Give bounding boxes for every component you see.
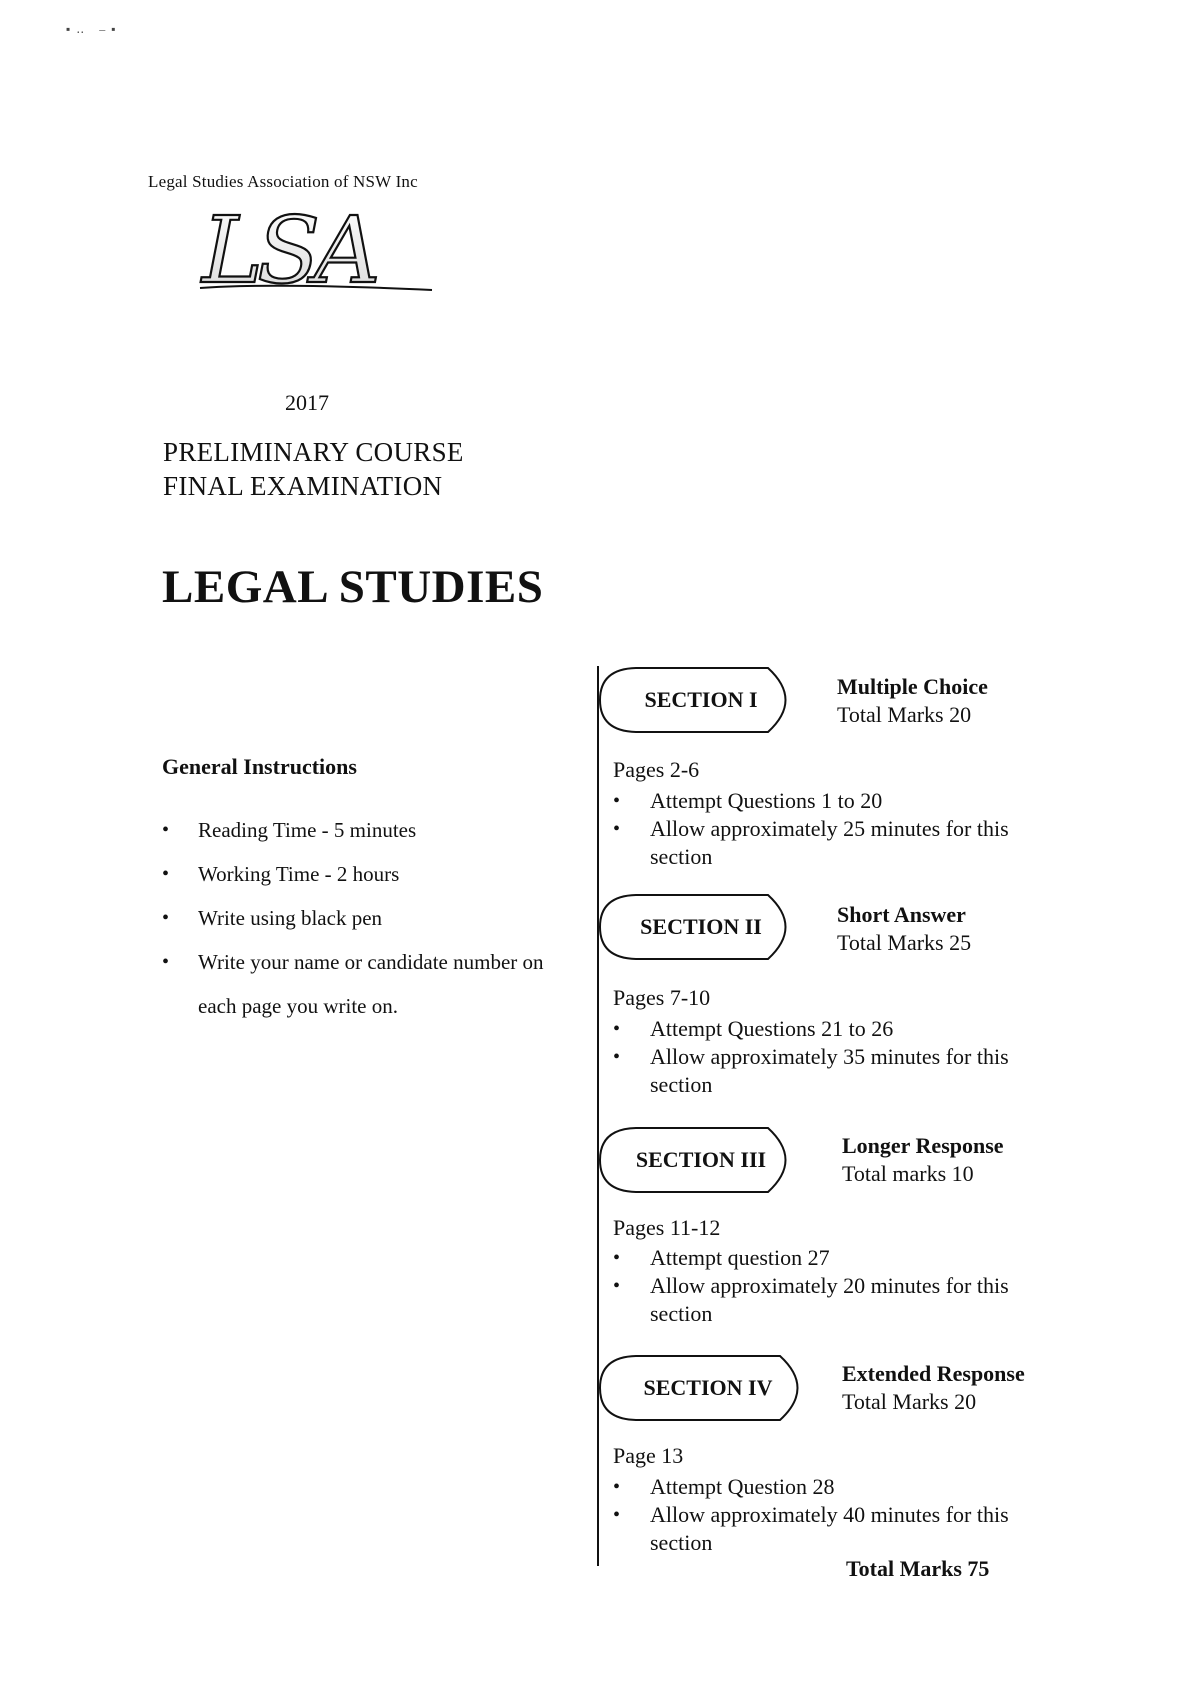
section-1-badge bbox=[598, 666, 808, 734]
section-2-marks: Total Marks 25 bbox=[837, 930, 972, 955]
section-2-type: Short Answer bbox=[837, 902, 966, 927]
exam-title: FINAL EXAMINATION bbox=[163, 471, 443, 501]
section-1-marks: Total Marks 20 bbox=[837, 702, 972, 727]
section-1-type: Multiple Choice bbox=[837, 674, 988, 699]
section-3-type: Longer Response bbox=[842, 1133, 1004, 1158]
scan-marks: ▪‥ ‒▪ bbox=[66, 22, 122, 36]
section-divider-line bbox=[597, 666, 599, 1566]
section-detail-item: • Allow approximately 25 minutes for this section bbox=[613, 815, 1070, 871]
section-1-label: SECTION I bbox=[644, 687, 758, 712]
section-detail-item: • Allow approximately 35 minutes for this section bbox=[613, 1043, 1070, 1099]
section-3-label: SECTION III bbox=[635, 1147, 767, 1172]
section-4-badge bbox=[598, 1354, 820, 1422]
section-detail-item: • Allow approximately 20 minutes for this section bbox=[613, 1272, 1070, 1328]
section-1-details bbox=[613, 787, 1070, 871]
instruction-item: • Write your name or candidate number on each page you write on. bbox=[162, 940, 558, 1028]
total-marks: Total Marks 75 bbox=[846, 1556, 990, 1581]
exam-year: 2017 bbox=[285, 390, 329, 415]
logo-text: LSA bbox=[202, 204, 375, 296]
section-4-marks: Total Marks 20 bbox=[842, 1389, 977, 1414]
section-1-pages: Pages 2-6 bbox=[613, 757, 700, 782]
section-detail-item: • Attempt Question 28 bbox=[613, 1473, 1070, 1501]
section-3-pages: Pages 11-12 bbox=[613, 1215, 721, 1240]
section-3-details bbox=[613, 1244, 1070, 1328]
lsa-logo bbox=[196, 204, 446, 296]
association-name: Legal Studies Association of NSW Inc bbox=[148, 172, 418, 191]
section-2-pages: Pages 7-10 bbox=[613, 985, 711, 1010]
section-detail-item: • Attempt Questions 1 to 20 bbox=[613, 787, 1070, 815]
section-3-badge bbox=[598, 1126, 808, 1194]
instruction-item: • Reading Time - 5 minutes bbox=[162, 808, 558, 852]
section-4-pages: Page 13 bbox=[613, 1443, 684, 1468]
section-4-label: SECTION IV bbox=[643, 1375, 773, 1400]
section-2-label: SECTION II bbox=[640, 914, 762, 939]
general-instructions-list bbox=[162, 808, 558, 1028]
course-title: PRELIMINARY COURSE bbox=[163, 437, 464, 467]
section-3-marks: Total marks 10 bbox=[842, 1161, 974, 1186]
general-instructions-heading: General Instructions bbox=[162, 754, 357, 779]
instruction-item: • Write using black pen bbox=[162, 896, 558, 940]
section-2-badge bbox=[598, 893, 808, 961]
section-detail-item: • Attempt question 27 bbox=[613, 1244, 1070, 1272]
subject-title: LEGAL STUDIES bbox=[162, 561, 544, 613]
section-4-details bbox=[613, 1473, 1070, 1557]
section-detail-item: • Attempt Questions 21 to 26 bbox=[613, 1015, 1070, 1043]
section-4-type: Extended Response bbox=[842, 1361, 1025, 1386]
section-detail-item: • Allow approximately 40 minutes for this section bbox=[613, 1501, 1070, 1557]
instruction-item: • Working Time - 2 hours bbox=[162, 852, 558, 896]
section-2-details bbox=[613, 1015, 1070, 1099]
